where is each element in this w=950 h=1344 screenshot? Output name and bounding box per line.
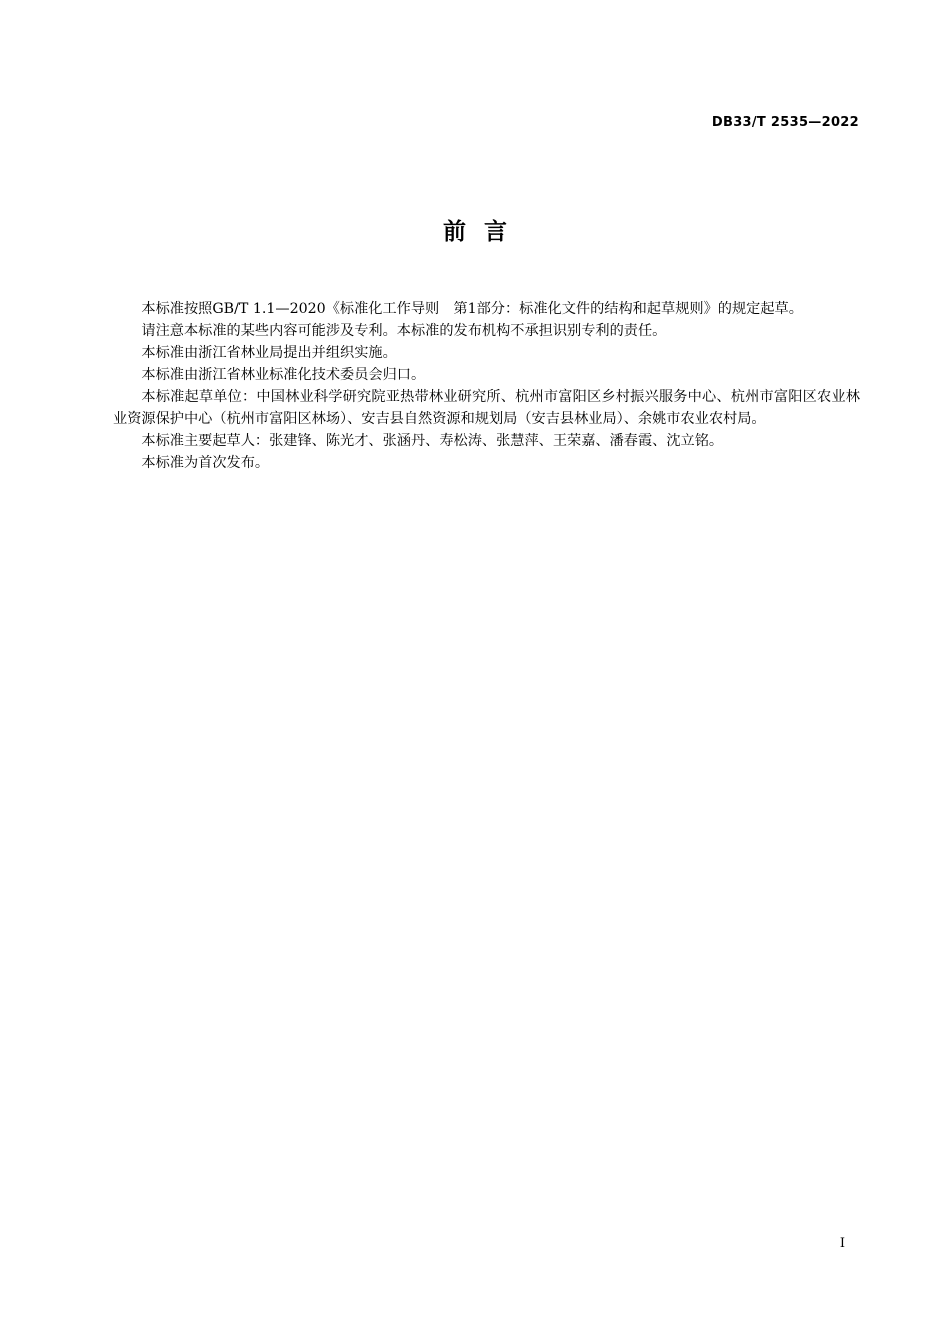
paragraph-technical-committee: 本标准由浙江省林业标准化技术委员会归口。 <box>141 367 426 383</box>
document-code: DB33/T 2535—2022 <box>711 115 859 130</box>
foreword-body <box>113 298 860 474</box>
paragraph-drafting-rules: 本标准按照GB/T 1.1—2020《标准化工作导则 第1部分：标准化文件的结构和起草规则》的规定起草。 <box>141 301 803 317</box>
paragraph-proposer: 本标准由浙江省林业局提出并组织实施。 <box>141 345 397 361</box>
paragraph-first-release: 本标准为首次发布。 <box>141 455 270 471</box>
page-number: I <box>839 1236 845 1251</box>
paragraph-drafting-units: 本标准起草单位：中国林业科学研究院亚热带林业研究所、杭州市富阳区乡村振兴服务中心、杭州市富阳区农业林业资源保护中心（杭州市富阳区林场）、安吉县自然资源和规划局（安吉县林业局）、余姚市农业农村局。 <box>113 389 860 427</box>
paragraph-patent-notice: 请注意本标准的某些内容可能涉及专利。本标准的发布机构不承担识别专利的责任。 <box>141 323 667 339</box>
paragraph-drafters: 本标准主要起草人：张建锋、陈光才、张涵丹、寿松涛、张慧萍、王荣嘉、潘春霞、沈立铭。 <box>141 433 724 449</box>
section-title: 前言 <box>443 219 525 245</box>
